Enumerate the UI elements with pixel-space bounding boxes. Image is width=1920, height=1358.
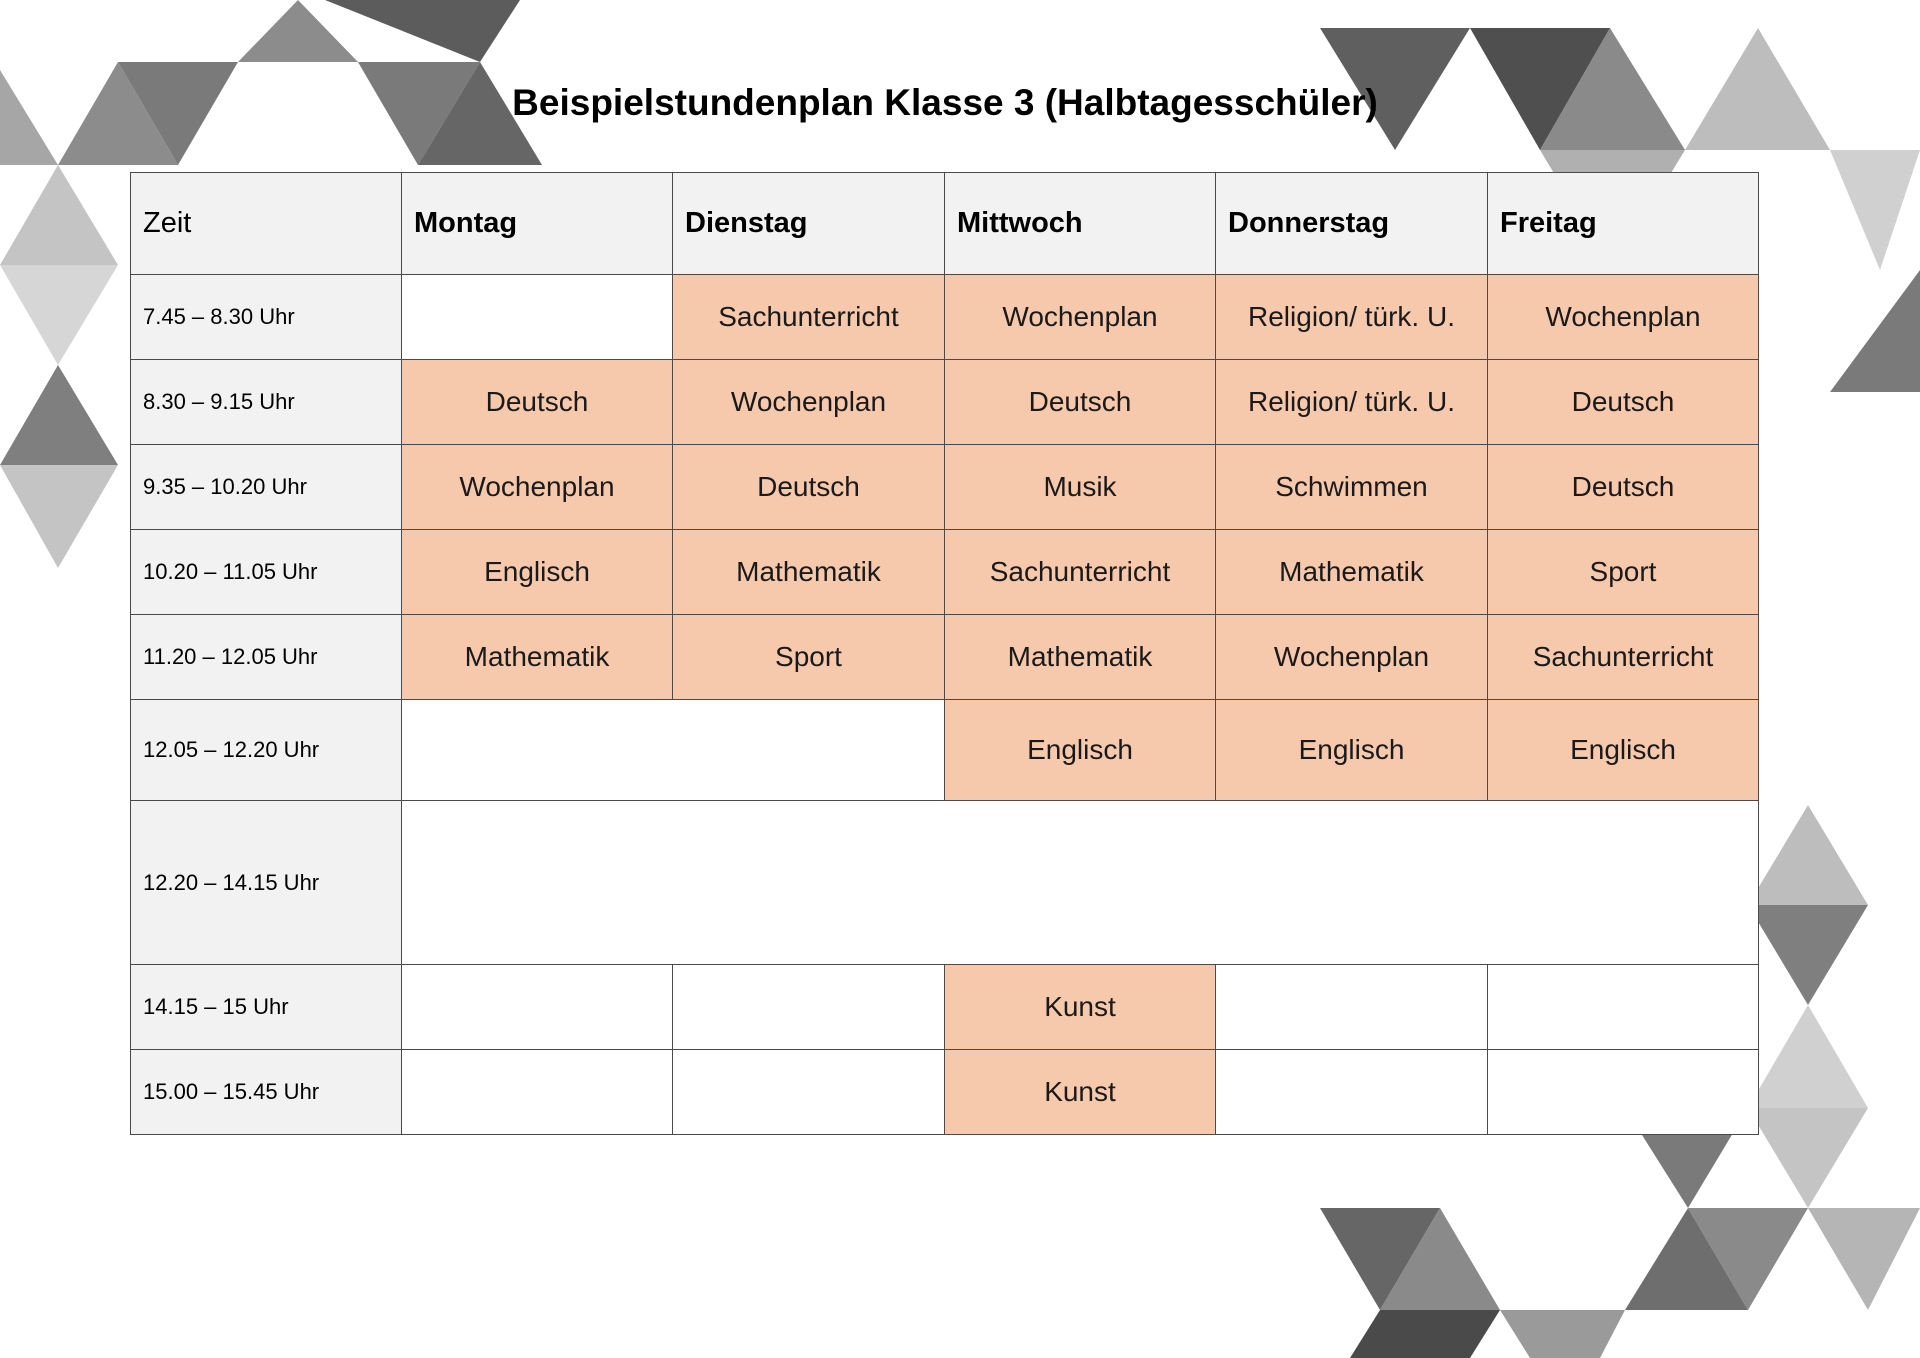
table-row [131,801,1759,965]
lesson-cell: Religion/ türk. U. [1216,360,1488,445]
lesson-cell: Englisch [402,530,673,615]
time-cell: 9.35 – 10.20 Uhr [131,445,402,530]
header-day-tuesday: Dienstag [673,173,945,275]
lesson-cell [673,1050,945,1135]
lesson-cell [402,1050,673,1135]
table-row [131,360,1759,445]
header-time: Zeit [131,173,402,275]
lesson-cell: Mathematik [402,615,673,700]
lesson-cell: Englisch [945,700,1216,801]
table-row [131,530,1759,615]
lesson-cell [673,965,945,1050]
lesson-cell: Kunst [945,965,1216,1050]
lesson-cell: Wochenplan [402,445,673,530]
time-cell: 12.20 – 14.15 Uhr [131,801,402,965]
header-day-thursday: Donnerstag [1216,173,1488,275]
time-cell: 15.00 – 15.45 Uhr [131,1050,402,1135]
lesson-cell: Religion/ türk. U. [1216,275,1488,360]
lesson-cell: Sachunterricht [945,530,1216,615]
lesson-cell: Mathematik [1216,530,1488,615]
lesson-cell: Sport [673,615,945,700]
lesson-cell: Kunst [945,1050,1216,1135]
time-cell: 8.30 – 9.15 Uhr [131,360,402,445]
lesson-cell: Schwimmen [1216,445,1488,530]
lesson-cell: Wochenplan [1488,275,1759,360]
header-day-monday: Montag [402,173,673,275]
time-cell: 11.20 – 12.05 Uhr [131,615,402,700]
table-row [131,1050,1759,1135]
empty-merged-cell [402,700,945,801]
lesson-cell [1488,965,1759,1050]
lesson-cell: Deutsch [945,360,1216,445]
page-title: Beispielstundenplan Klasse 3 (Halbtagesschüler) [512,82,1378,123]
lesson-cell: Sport [1488,530,1759,615]
header-row [131,173,1759,275]
table-row [131,965,1759,1050]
lesson-cell: Sachunterricht [1488,615,1759,700]
lesson-cell [1216,1050,1488,1135]
lesson-cell: Deutsch [1488,360,1759,445]
time-cell: 10.20 – 11.05 Uhr [131,530,402,615]
time-cell: 14.15 – 15 Uhr [131,965,402,1050]
lesson-cell: Deutsch [673,445,945,530]
lesson-cell: Wochenplan [945,275,1216,360]
lesson-cell: Mathematik [673,530,945,615]
time-cell: 12.05 – 12.20 Uhr [131,700,402,801]
lesson-cell [1488,1050,1759,1135]
lesson-cell: Mathematik [945,615,1216,700]
table-row [131,445,1759,530]
table-row [131,700,1759,801]
header-day-wednesday: Mittwoch [945,173,1216,275]
lesson-cell [402,965,673,1050]
lesson-cell: Wochenplan [1216,615,1488,700]
lesson-cell [402,275,673,360]
timetable [130,172,1759,1135]
time-cell: 7.45 – 8.30 Uhr [131,275,402,360]
header-day-friday: Freitag [1488,173,1759,275]
table-row [131,615,1759,700]
break-cell [402,801,1759,965]
lesson-cell: Wochenplan [673,360,945,445]
lesson-cell: Englisch [1488,700,1759,801]
lesson-cell: Sachunterricht [673,275,945,360]
table-row [131,275,1759,360]
lesson-cell [1216,965,1488,1050]
lesson-cell: Musik [945,445,1216,530]
lesson-cell: Deutsch [1488,445,1759,530]
lesson-cell: Englisch [1216,700,1488,801]
lesson-cell: Deutsch [402,360,673,445]
